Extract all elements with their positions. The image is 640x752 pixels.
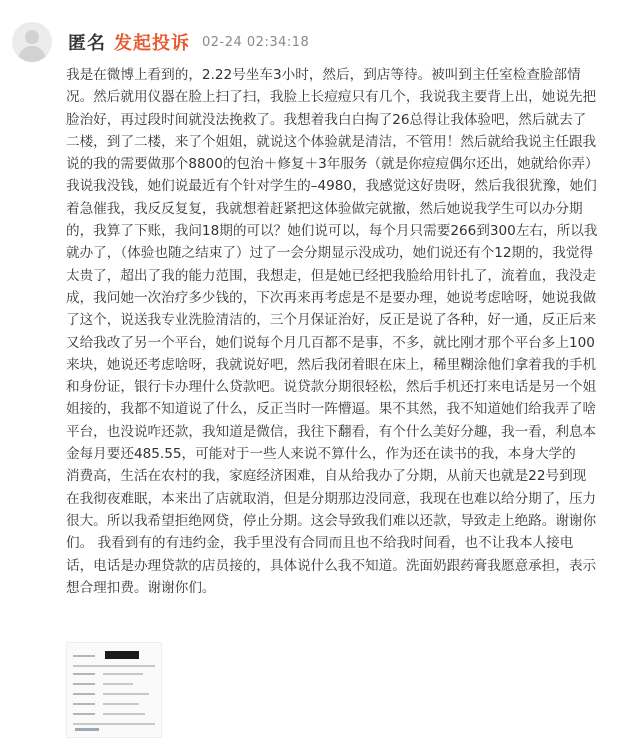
content-line: 我说我没钱，她们说最近有个针对学生的–4980，我感觉这好贵呀，然后我很犹豫，她们 (66, 178, 597, 195)
content-line: 来块，她说还考虑啥呀，我就说好吧，然后我闭着眼在床上，稀里糊涂他们拿着我的手机 (66, 356, 597, 373)
doc-line (73, 723, 155, 725)
doc-row-label (73, 673, 95, 675)
doc-line (103, 703, 139, 705)
content-line: 太贵了，超出了我的能力范围，我想走，但是她已经把我脸给用针扎了，流着血，我没走 (66, 267, 597, 284)
doc-row-label (73, 703, 95, 705)
content-line: 金每月要还485.55，可能对于一些人来说不算什么，作为还在读书的我，本身大学的 (66, 446, 576, 463)
doc-line (103, 713, 145, 715)
doc-line (103, 693, 149, 695)
content-line: 平台，也没说咋还款，我知道是微信，我往下翻看，有个什么美好分趣，我一看，利息本 (66, 423, 597, 440)
content-line: 就办了，（体验也随之结束了）过了一会分期显示没成功，她们说还有个12期的，我觉得 (66, 245, 594, 262)
content-line: 我是在微博上看到的，2.22号坐车3小时，然后，到店等待。被叫到主任室检查脸部情 (66, 67, 581, 83)
doc-row-label (73, 693, 95, 695)
doc-row-label (73, 655, 95, 657)
content-line: 况。然后就用仪器在脸上扫了扫，我脸上长痘痘只有几个，我说我主要背上出，她说先把 (66, 89, 597, 106)
content-line: 姐接的，我都不知道说了什么，反正当时一阵懵逼。果不其然，我不知道她们给我弄了啥 (66, 401, 597, 418)
content-line: 在我彻夜难眠，本来出了店就取消，但是分期那边没同意，我现在也难以给分期了，压力 (66, 490, 597, 507)
complaint-link[interactable]: 发起投诉 (114, 33, 190, 54)
author-name[interactable]: 匿名 (68, 33, 106, 54)
post-content (66, 64, 608, 599)
post-timestamp: 02-24 02:34:18 (202, 34, 310, 50)
post-header (12, 20, 309, 64)
doc-line (103, 673, 143, 675)
content-line: 又给我改了另一个平台，她们说每个月几百都不是事，不多，就比刚才那个平台多上100 (66, 334, 595, 351)
default-user-avatar-icon[interactable] (12, 22, 52, 62)
content-line: 成，我问她一次治疗多少钱的，下次再来再考虑是不是要办理，她说考虑啥呀，她说我做 (66, 289, 597, 306)
document-thumbnail-icon (75, 728, 99, 731)
content-line: 说的我的需要做那个8800的包治＋修复＋3年服务（就是你痘痘偶尔还出，她就给你弄） (66, 156, 599, 173)
content-line: 想合理扣费。谢谢你们。 (66, 579, 216, 596)
content-line: 很大。所以我希望拒绝网贷，停止分期。这会导致我们难以还款，导致走上绝路。谢谢你 (66, 512, 597, 529)
content-line: 脸治好，再过段时间就没法挽救了。我想着我白白掏了26总得让我体验吧，然后就去了 (66, 111, 587, 128)
content-line: 们。 我看到有的有违约金，我手里没有合同而且也不给我时间看，也不让我本人接电 (66, 535, 574, 552)
content-line: 二楼，到了二楼，来了个姐姐，就说这个体验就是清洁，不管用！然后就给我说主任跟我 (66, 133, 597, 150)
doc-line (103, 683, 133, 685)
content-line: 和身份证，银行卡办理什么贷款吧。说贷款分期很轻松，然后手机还打来电话是另一个姐 (66, 379, 597, 396)
attachment-thumbnail[interactable] (66, 642, 162, 738)
content-line: 的，我算了下账，我问18期的可以？她们说可以，每个月只需要266到300左右，所以我 (66, 223, 598, 240)
content-line: 消费高，生活在农村的我，家庭经济困难，自从给我办了分期，从前天也就是22号到现 (66, 468, 587, 485)
content-line: 着急催我，我反反复复，我就想着赶紧把这体验做完就撤，然后她说我学生可以办分期 (66, 200, 583, 217)
content-line: 了这个，说送我专业洗脸清洁的，三个月保证治好，反正是说了各种，好一通，反正后来 (66, 312, 597, 329)
doc-row-label (73, 713, 95, 715)
content-line: 话，电话是办理贷款的店员接的，具体说什么我不知道。洗面奶跟药膏我愿意承担，表示 (66, 557, 597, 574)
redacted-block (105, 651, 139, 659)
doc-line (73, 665, 155, 667)
doc-row-label (73, 683, 95, 685)
